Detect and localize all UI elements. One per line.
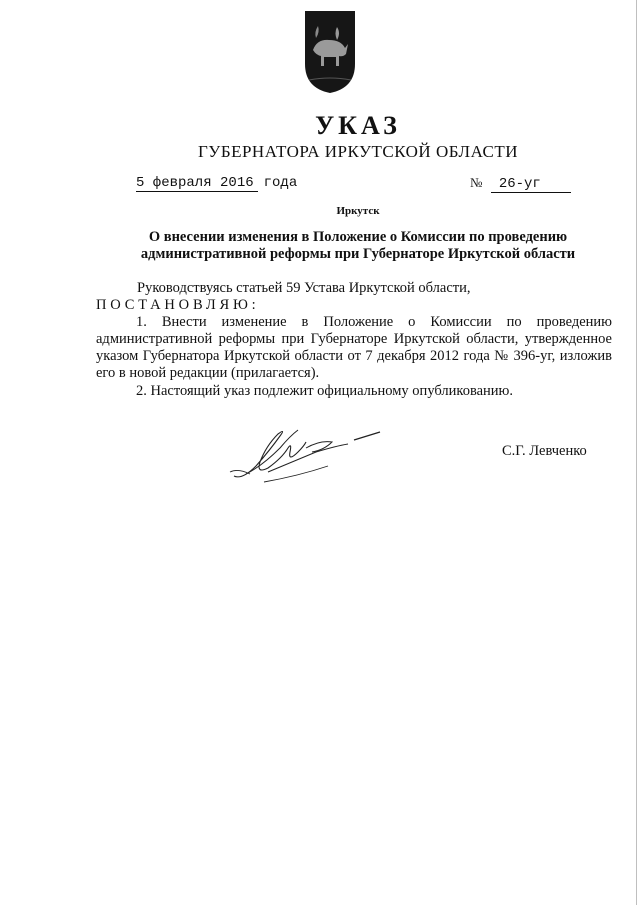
item-2: 2. Настоящий указ подлежит официальному опубликованию. — [136, 383, 514, 399]
decree-subtitle: ГУБЕРНАТОРА ИРКУТСКОЙ ОБЛАСТИ — [197, 142, 519, 161]
decree-date: 5 февраля 2016 — [136, 175, 258, 192]
coat-of-arms-icon — [304, 10, 356, 94]
basis-paragraph: Руководствуясь статьей 59 Устава Иркутской области, — [137, 280, 471, 296]
decree-number: 26-уг — [491, 176, 571, 193]
item-1: 1. Внести изменение в Положение о Комиссии по проведению административной реформы при Губернаторе Иркутской области, утвержденное указом Губернатора Иркутской области от 7 декабря 2012 года № 396-уг, изложив его в новой редакции (прилагается). — [96, 314, 612, 381]
number-line — [470, 175, 571, 193]
decree-word: ПОСТАНОВЛЯЮ: — [96, 297, 260, 313]
date-suffix: года — [263, 175, 298, 191]
signer-name: С.Г. Левченко — [502, 443, 587, 459]
date-line — [136, 175, 297, 191]
decree-heading: О внесении изменения в Положение о Комиссии по проведению административной реформы при Губернаторе Иркутской области — [140, 229, 576, 262]
city: Иркутск — [336, 205, 380, 217]
number-sign: № — [470, 175, 483, 190]
decree-title: УКАЗ — [315, 111, 401, 140]
handwritten-signature-icon — [228, 422, 388, 484]
